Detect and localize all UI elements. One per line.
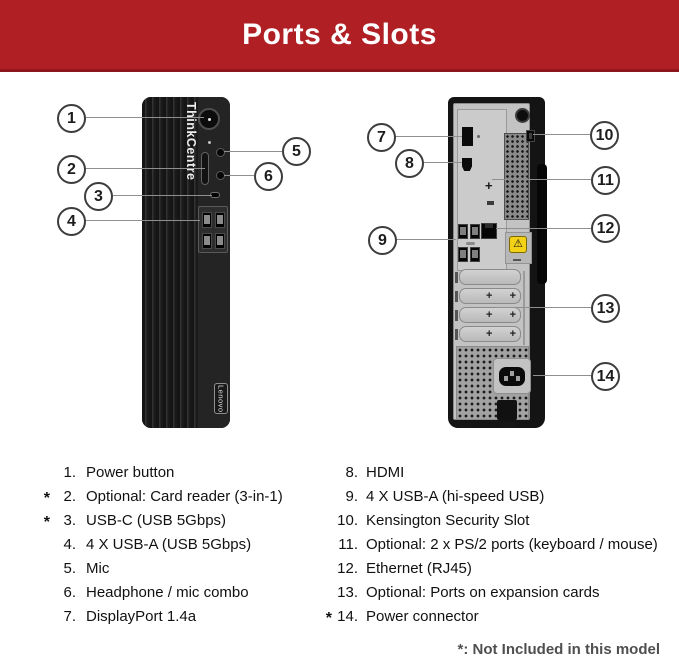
footnote-marker: * — [43, 514, 50, 531]
connector-pin — [504, 376, 508, 381]
legend-item-label: Power connector — [366, 608, 479, 625]
legend-item — [318, 605, 670, 629]
footnote-marker — [318, 559, 332, 583]
legend-item-number: 10. — [337, 512, 358, 529]
legend-left-column — [36, 461, 318, 629]
mic-jack — [216, 148, 225, 157]
leader-line-8 — [422, 162, 462, 163]
legend-item — [36, 509, 318, 533]
page-title: Ports & Slots — [242, 17, 437, 51]
c14-inlet-icon — [499, 367, 525, 386]
leader-line-4 — [84, 220, 200, 221]
rear-usb-a-port — [458, 224, 468, 239]
leader-line-1 — [84, 117, 204, 118]
thinkcentre-logo: ThinkCentre — [184, 102, 198, 181]
slot-bracket — [455, 291, 458, 302]
callout-4: 4 — [57, 207, 86, 236]
legend-item-number: 5. — [63, 560, 76, 577]
legend-item-number: 3. — [63, 512, 76, 529]
legend-item — [36, 557, 318, 581]
legend-item-label: Optional: Card reader (3-in-1) — [86, 488, 283, 505]
legend-item-number: 6. — [63, 584, 76, 601]
legend-item — [36, 605, 318, 629]
legend-item — [36, 461, 318, 485]
slot-bracket — [455, 310, 458, 321]
panel-marking — [487, 201, 494, 205]
leader-line-6 — [224, 175, 254, 176]
usb-a-port — [215, 212, 225, 228]
legend-item — [36, 581, 318, 605]
power-led-dot — [208, 118, 211, 121]
callout-10: 10 — [590, 121, 619, 150]
slot-bracket — [455, 329, 458, 340]
usb-a-port — [215, 233, 225, 249]
hdmi-port — [462, 158, 472, 171]
footnote-marker — [318, 511, 332, 535]
legend-item-label: Optional: 2 x PS/2 ports (keyboard / mouse) — [366, 536, 658, 553]
legend-item-number: 8. — [345, 464, 358, 481]
screw-mark: + — [486, 290, 493, 302]
rear-view-device — [448, 97, 545, 428]
expansion-slot-cover — [459, 269, 521, 285]
footnote-marker — [318, 535, 332, 559]
legend-item-number: 4. — [63, 536, 76, 553]
rear-panel — [453, 103, 530, 420]
legend-item — [318, 461, 670, 485]
legend-item-label: Optional: Ports on expansion cards — [366, 584, 600, 601]
legend-item-number: 9. — [345, 488, 358, 505]
legend-item-label: Ethernet (RJ45) — [366, 560, 472, 577]
legend-item-number: 2. — [63, 488, 76, 505]
callout-7: 7 — [367, 123, 396, 152]
screw-mark: + — [509, 309, 516, 321]
leader-line-10 — [533, 134, 590, 135]
footnote-marker — [36, 607, 50, 631]
callout-9: 9 — [368, 226, 397, 255]
leader-line-11 — [492, 179, 591, 180]
legend-item — [36, 485, 318, 509]
footnote-marker: * — [43, 490, 50, 507]
front-view-device — [142, 97, 230, 428]
callout-6: 6 — [254, 162, 283, 191]
device-foot — [458, 422, 474, 428]
panel-marking — [513, 259, 521, 261]
legend-item — [318, 485, 670, 509]
callout-11: 11 — [591, 166, 620, 195]
leader-line-3 — [111, 195, 212, 196]
legend-item-number: 11. — [338, 536, 358, 553]
lenovo-badge-text: Lenovo — [216, 384, 226, 413]
footnote-marker — [318, 487, 332, 511]
status-led — [208, 141, 211, 144]
expansion-slot-cover — [459, 307, 521, 323]
leader-line-13 — [497, 307, 591, 308]
rear-usb-a-port — [470, 224, 480, 239]
legend-item-label: Power button — [86, 464, 175, 481]
legend-item-number: 13. — [337, 584, 358, 601]
callout-8: 8 — [395, 149, 424, 178]
displayport-port — [462, 127, 473, 146]
screw-mark: + — [486, 328, 493, 340]
footnote-marker — [36, 463, 50, 487]
usb-tab — [460, 250, 466, 258]
rear-usb-a-port — [470, 247, 480, 262]
legend-item-label: Headphone / mic combo — [86, 584, 249, 601]
callout-3: 3 — [84, 182, 113, 211]
legend-item-number: 14. — [337, 608, 358, 625]
usb-tab — [204, 236, 210, 245]
footnote: *: Not Included in this model — [457, 641, 660, 658]
vent-grille — [504, 133, 529, 220]
usb-a-port — [202, 212, 212, 228]
expansion-slot-cover — [459, 288, 521, 304]
legend-item-label: Mic — [86, 560, 110, 577]
usb-tab — [472, 250, 478, 258]
callout-5: 5 — [282, 137, 311, 166]
usb-tab — [217, 215, 223, 224]
warning-icon: ⚠ — [509, 236, 527, 253]
legend-item-label: Kensington Security Slot — [366, 512, 530, 529]
kensington-security-slot — [526, 130, 535, 142]
legend-item-label: HDMI — [366, 464, 405, 481]
ethernet-port — [481, 223, 497, 239]
legend-right-column — [318, 461, 670, 629]
slot-rail — [523, 271, 525, 345]
legend-item — [36, 533, 318, 557]
callout-13: 13 — [591, 294, 620, 323]
usb-a-port — [202, 233, 212, 249]
callout-12: 12 — [591, 214, 620, 243]
legend-item-label: 4 X USB-A (USB 5Gbps) — [86, 536, 252, 553]
thumbscrew — [515, 108, 530, 123]
header-banner — [0, 0, 679, 72]
leader-line-12 — [496, 228, 591, 229]
footnote-marker — [36, 559, 50, 583]
rear-socket-block — [497, 400, 517, 420]
legend-item-number: 7. — [63, 608, 76, 625]
leader-line-9 — [395, 239, 456, 240]
screw-dot — [477, 135, 480, 138]
legend-item — [318, 557, 670, 581]
leader-line-2 — [84, 168, 205, 169]
callout-14: 14 — [591, 362, 620, 391]
legend-item-number: 1. — [63, 464, 76, 481]
power-connector — [493, 358, 531, 394]
footnote-marker — [318, 463, 332, 487]
legend-item-label: 4 X USB-A (hi-speed USB) — [366, 488, 545, 505]
callout-2: 2 — [57, 155, 86, 184]
legend-item-number: 12. — [337, 560, 358, 577]
kensington-slot-opening — [529, 133, 532, 139]
legend-item-label: DisplayPort 1.4a — [86, 608, 197, 625]
expansion-slot-cover — [459, 326, 521, 342]
front-port-column — [198, 97, 230, 428]
screw-mark: + — [486, 309, 493, 321]
legend-item — [318, 509, 670, 533]
device-foot — [500, 422, 516, 428]
connector-pin — [510, 371, 514, 376]
footnote-marker — [318, 583, 332, 607]
lenovo-badge — [214, 383, 228, 414]
rear-handle-recess — [537, 164, 547, 284]
power-button — [198, 108, 220, 130]
screw-mark: + — [509, 328, 516, 340]
ps2-location-marker: + — [485, 178, 493, 193]
footnote-marker — [36, 535, 50, 559]
leader-line-5 — [224, 151, 282, 152]
rj45-tab — [485, 224, 493, 228]
leader-line-14 — [533, 375, 591, 376]
usb-tab — [460, 227, 466, 235]
usb-tab — [217, 236, 223, 245]
rear-usb-a-port — [458, 247, 468, 262]
slot-bracket — [455, 272, 458, 283]
front-usb-a-ports — [198, 206, 228, 253]
connector-pin — [516, 376, 520, 381]
port-label-mark — [466, 242, 475, 245]
screw-mark: + — [509, 290, 516, 302]
callout-1: 1 — [57, 104, 86, 133]
usb-tab — [204, 215, 210, 224]
legend-item — [318, 581, 670, 605]
legend-item — [318, 533, 670, 557]
leader-line-7 — [394, 136, 462, 137]
footnote-marker: * — [325, 610, 332, 627]
legend-item-label: USB-C (USB 5Gbps) — [86, 512, 227, 529]
usb-tab — [472, 227, 478, 235]
footnote-marker — [36, 583, 50, 607]
